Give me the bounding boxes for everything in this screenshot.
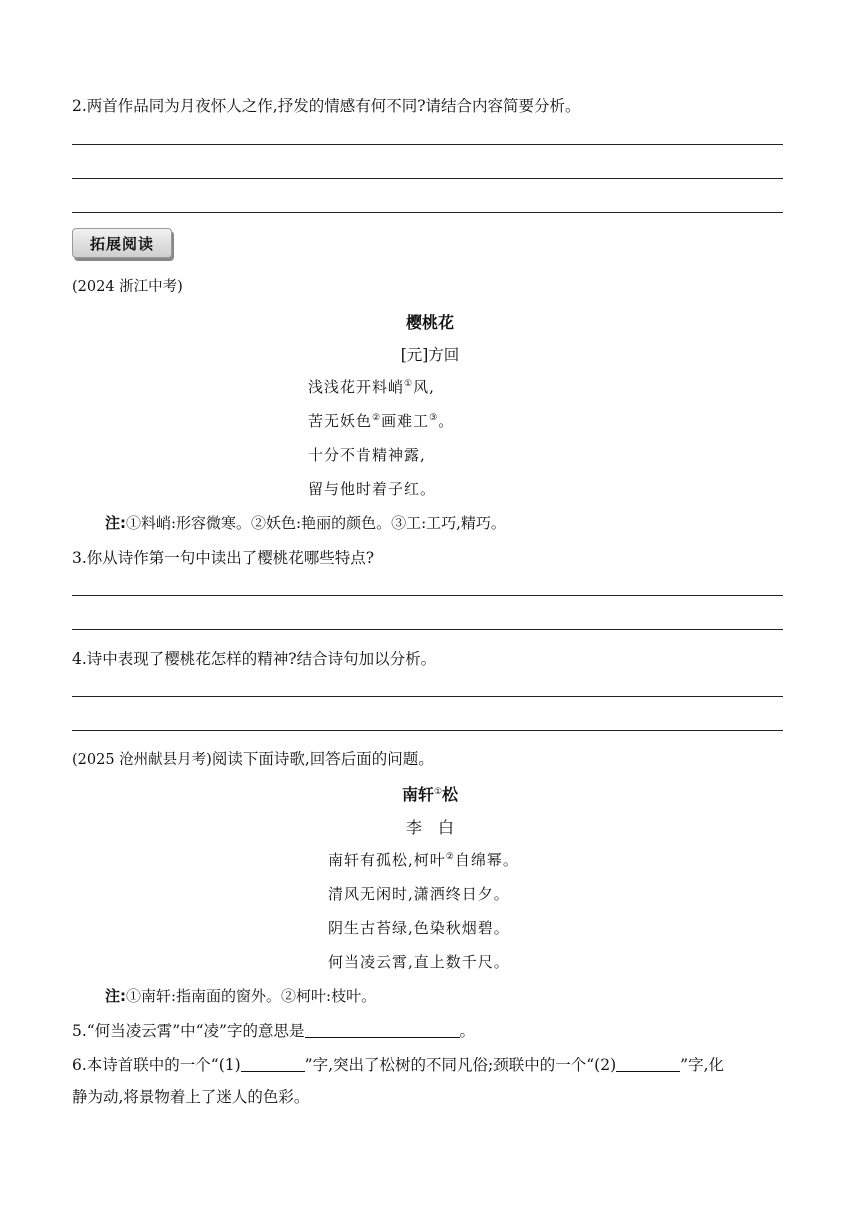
poem-title: 南轩①松 <box>401 785 459 804</box>
poem-line: 清风无闲时,潇洒终日夕。 <box>328 885 510 903</box>
question-6-continued: 静为动,将景物着上了迷人的色彩。 <box>72 1088 310 1106</box>
question-5: 5.“何当凌云霄”中“凌”字的意思是 。 <box>72 1022 476 1040</box>
question-2: 2.两首作品同为月夜怀人之作,抒发的情感有何不同?请结合内容简要分析。 <box>72 97 581 115</box>
answer-line <box>72 629 783 630</box>
answer-line <box>72 178 783 179</box>
section-banner: 拓展阅读 <box>72 228 172 258</box>
source-label: (2024 浙江中考) <box>72 279 183 295</box>
poem-author: [元]方回 <box>400 346 460 364</box>
question-3: 3.你从诗作第一句中读出了樱桃花哪些特点? <box>72 549 375 567</box>
answer-line <box>72 696 783 697</box>
poem-line: 阴生古苔绿,色染秋烟碧。 <box>328 919 510 937</box>
question-4: 4.诗中表现了樱桃花怎样的精神?结合诗句加以分析。 <box>72 650 437 668</box>
fill-blank[interactable] <box>616 1056 680 1072</box>
question-6: 6.本诗首联中的一个“(1) ”字,突出了松树的不同凡俗;颈联中的一个“(2) ”字,化 <box>72 1056 724 1074</box>
source-label: (2025 沧州献县月考)阅读下面诗歌,回答后面的问题。 <box>72 750 434 768</box>
poem-line: 留与他时着子红。 <box>308 480 437 498</box>
poem-title: 樱桃花 <box>405 313 454 332</box>
poem-note: 注:①料峭:形容微寒。②妖色:艳丽的颜色。③工:工巧,精巧。 <box>105 514 506 532</box>
answer-line <box>72 595 783 596</box>
fill-blank[interactable] <box>241 1056 305 1072</box>
answer-line <box>72 730 783 731</box>
poem-line: 何当凌云霄,直上数千尺。 <box>328 953 510 971</box>
answer-line <box>72 144 783 145</box>
poem-line: 浅浅花开料峭①风, <box>308 378 435 396</box>
poem-author: 李 白 <box>405 818 454 837</box>
fill-blank[interactable] <box>305 1022 460 1038</box>
answer-line <box>72 212 783 213</box>
poem-line: 苦无妖色②画难工③。 <box>308 412 455 430</box>
poem-note: 注:①南轩:指南面的窗外。②柯叶:枝叶。 <box>105 987 377 1005</box>
poem-line: 南轩有孤松,柯叶②自绵幂。 <box>328 851 519 869</box>
poem-line: 十分不肯精神露, <box>308 446 426 464</box>
